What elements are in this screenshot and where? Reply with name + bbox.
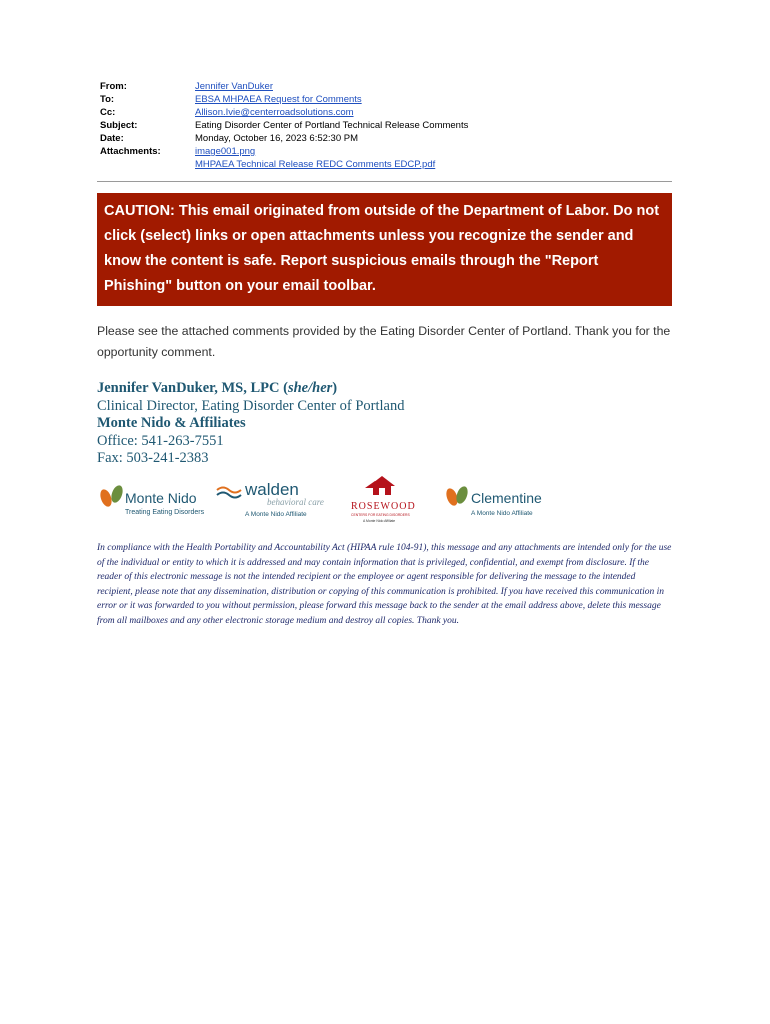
email-signature xyxy=(97,380,404,468)
rosewood-tagline: A Monte Nido Affiliate xyxy=(363,519,396,523)
rosewood-logo xyxy=(345,472,431,527)
signature-title: Clinical Director, Eating Disorder Center of Portland xyxy=(97,397,405,414)
signature-office: Office: 541-263-7551 xyxy=(97,432,224,449)
date-row xyxy=(100,132,675,145)
attachments-label: Attachments: xyxy=(100,146,161,157)
clementine-logo xyxy=(443,472,563,527)
date-label: Date: xyxy=(100,133,124,144)
from-label: From: xyxy=(100,81,127,92)
message-body: Please see the attached comments provided by the Eating Disorder Center of Portland. Thank you for the opportunity comment. xyxy=(97,324,671,359)
subject-row xyxy=(100,119,675,132)
header-divider xyxy=(97,181,672,182)
signature-fax: Fax: 503-241-2383 xyxy=(97,450,209,466)
cc-link[interactable]: Allison.Ivie@centerroadsolutions.com xyxy=(195,107,354,118)
clementine-name: Clementine xyxy=(471,490,542,506)
from-row xyxy=(100,80,675,93)
clementine-tagline: A Monte Nido Affiliate xyxy=(471,510,533,517)
subject-label: Subject: xyxy=(100,120,138,131)
attachments-list xyxy=(195,145,675,171)
signature-pronouns: she/her xyxy=(287,380,333,396)
rosewood-sub: CENTERS FOR EATING DISORDERS xyxy=(351,513,410,517)
monte-nido-tagline: Treating Eating Disorders xyxy=(125,509,205,516)
monte-nido-logo xyxy=(97,472,217,527)
from-link[interactable]: Jennifer VanDuker xyxy=(195,81,273,92)
attachment-link[interactable]: image001.png xyxy=(195,146,256,157)
signature-org: Monte Nido & Affiliates xyxy=(97,415,246,431)
cc-row xyxy=(100,106,675,119)
rosewood-name: ROSEWOOD xyxy=(351,501,416,512)
to-label: To: xyxy=(100,94,115,105)
signature-name-line xyxy=(97,380,404,398)
hipaa-disclaimer: In compliance with the Health Portability and Accountability Act (HIPAA rule 104-91), this message and any attachments are intended only for the use of the individual or entity to which it is addressed and may contain information that is privileged, confidential, and exempt from disclosure. If the reader of this electronic message is not the intended recipient or the employee or agent responsible for delivering the message to the intended recipient, please note that any dissemination, distribution or copying of this communication is prohibited. If you have received this communication in error or it was forwarded to you without permission, please forward this message back to the sender at the email address above, delete this message from all mailboxes and any other electronic storage medium and destroy all copies. Thank you. xyxy=(97,543,672,626)
to-link[interactable]: EBSA MHPAEA Request for Comments xyxy=(195,94,362,105)
caution-banner: CAUTION: This email originated from outside of the Department of Labor. Do not click (select) links or open attachments unless you recognize the sender and know the content is safe. Report suspicious emails through the "Report Phishing" button on your email toolbar. xyxy=(97,193,672,306)
attachments-row xyxy=(100,145,675,171)
email-header xyxy=(100,80,675,171)
walden-logo xyxy=(215,472,340,527)
signature-name: Jennifer VanDuker, MS, LPC ( xyxy=(97,380,288,396)
walden-name: walden xyxy=(245,480,299,499)
attachment-link[interactable]: MHPAEA Technical Release REDC Comments EDCP.pdf xyxy=(195,159,436,170)
date-value: Monday, October 16, 2023 6:52:30 PM xyxy=(195,133,359,144)
monte-nido-name: Monte Nido xyxy=(125,490,197,506)
walden-sub: behavioral care xyxy=(267,497,324,507)
subject-value: Eating Disorder Center of Portland Technical Release Comments xyxy=(195,120,469,131)
signature-name-close: ) xyxy=(332,380,338,396)
walden-tagline: A Monte Nido Affiliate xyxy=(245,511,307,518)
affiliate-logos xyxy=(97,472,672,527)
to-row xyxy=(100,93,675,106)
cc-label: Cc: xyxy=(100,107,116,118)
